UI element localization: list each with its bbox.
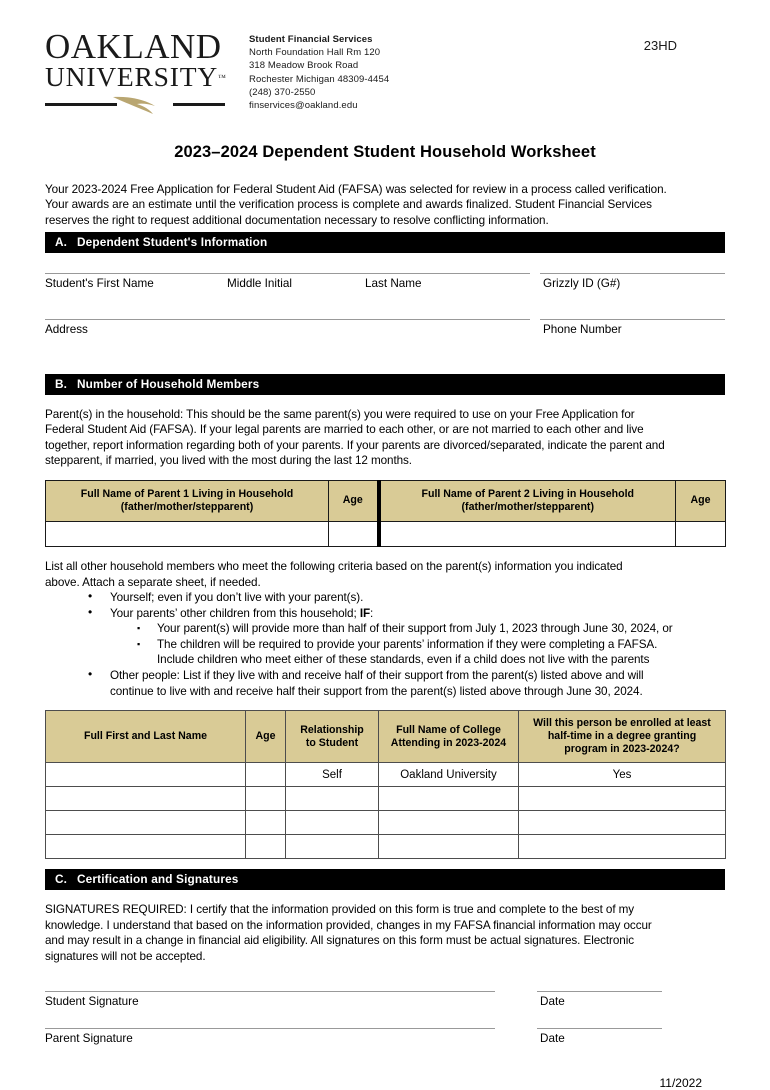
logo-swoosh-divider — [45, 94, 225, 114]
parent2-age-header: Age — [676, 480, 726, 521]
cell-college[interactable] — [379, 835, 519, 859]
cell-college[interactable] — [379, 811, 519, 835]
grizzly-id-rule[interactable] — [540, 273, 725, 274]
cell-age[interactable] — [246, 763, 286, 787]
student-name-field-row — [45, 273, 725, 319]
cell-age[interactable] — [246, 811, 286, 835]
parent-table-entry-row — [46, 521, 726, 546]
label-student-signature: Student Signature — [45, 994, 139, 1008]
household-criteria-list — [45, 590, 725, 699]
label-phone-number: Phone Number — [543, 322, 622, 336]
section-c-letter: C. — [55, 872, 68, 887]
parent1-age-cell[interactable] — [329, 521, 379, 546]
header-enrollment: Will this person be enrolled at least half-time in a degree granting program in 2023-2024? — [519, 711, 726, 763]
intro-line-2: Your awards are an estimate until the verification process is complete and awards finalized. Student Financial Services — [45, 198, 652, 212]
address-rule[interactable] — [45, 319, 530, 320]
certification-paragraph — [45, 902, 725, 964]
oakland-university-logo — [45, 28, 225, 114]
label-address: Address — [45, 322, 88, 336]
table-row — [46, 763, 726, 787]
address-line-2: 318 Meadow Brook Road — [249, 60, 359, 72]
header-age: Age — [246, 711, 286, 763]
label-parent-date: Date — [540, 1031, 565, 1045]
intro-paragraph — [45, 182, 725, 229]
parent1-age-header: Age — [329, 480, 379, 521]
criteria-sub-fafsa: ▪ The children will be required to provide your parents’ information if they were completing a FAFSA. Include children who meet either of these standards, even if a child does not live with the parents — [137, 637, 725, 668]
parent-signature-row — [45, 1028, 725, 1065]
email-address: finservices@oakland.edu — [249, 100, 358, 112]
parent-signature-rule[interactable] — [45, 1028, 495, 1029]
parent1-name-header: Full Name of Parent 1 Living in Household (father/mother/stepparent) — [46, 480, 329, 521]
cell-enrolled[interactable] — [519, 787, 726, 811]
criteria-sub-support: ▪ Your parent(s) will provide more than half of their support from July 1, 2023 through June 30, 2024, or — [137, 621, 725, 637]
header-relationship: Relationship to Student — [286, 711, 379, 763]
logo-university-text: UNIVERSITY™ — [45, 61, 226, 93]
criteria-intro-line-2: above. Attach a separate sheet, if needed. — [45, 575, 261, 589]
label-parent-signature: Parent Signature — [45, 1031, 133, 1045]
cell-enrolled[interactable]: Yes — [519, 763, 726, 787]
parent-table-header-row — [46, 480, 726, 521]
logo-oakland-text: OAKLAND — [45, 27, 222, 66]
section-header-c — [45, 869, 725, 890]
student-signature-row — [45, 991, 725, 1028]
parent-date-rule[interactable] — [537, 1028, 662, 1029]
section-a-letter: A. — [55, 234, 68, 249]
student-name-rule[interactable] — [45, 273, 530, 274]
parent-information-table — [45, 480, 726, 547]
criteria-bullet-other-children: • Your parents’ other children from this household; IF: ▪ Your parent(s) will provide more than half of their support from July 1, 2023 through June 30, 2024, or ▪ The children will be required to provide your parents’ information if they were completing a FAFSA. Include children who meet either of these standards, even if a child does not live with the parents — [88, 606, 725, 668]
cell-relationship[interactable] — [286, 835, 379, 859]
page-title: 2023–2024 Dependent Student Household Worksheet — [174, 142, 596, 161]
criteria-intro-line-1: List all other household members who meet the following criteria based on the parent(s) information you indicated — [45, 559, 623, 573]
certification-line-3: and may result in a change in financial aid eligibility. All signatures on this form must be actual signatures. Electronic — [45, 934, 634, 948]
section-a-title: Dependent Student's Information — [77, 234, 268, 249]
certification-line-4: signatures will not be accepted. — [45, 950, 206, 964]
label-middle-initial: Middle Initial — [227, 276, 292, 290]
table-row — [46, 787, 726, 811]
cell-age[interactable] — [246, 835, 286, 859]
parent2-age-cell[interactable] — [676, 521, 726, 546]
document-header — [45, 0, 725, 114]
header-college: Full Name of College Attending in 2023-2024 — [379, 711, 519, 763]
parent-paragraph-line-2: Federal Student Aid (FAFSA). If your legal parents are married to each other, or are not married to each other and live — [45, 423, 644, 437]
student-date-rule[interactable] — [537, 991, 662, 992]
department-contact-info — [249, 28, 389, 112]
cell-name[interactable] — [46, 811, 246, 835]
criteria-bullet-other-people: • Other people: List if they live with and receive half of their support from the parent(s) listed above and will continue to live with and receive half their support from the parent(s) listed above through June 30, 2024. — [88, 668, 725, 699]
household-members-table — [45, 710, 726, 859]
cell-age[interactable] — [246, 787, 286, 811]
address-line-1: North Foundation Hall Rm 120 — [249, 47, 381, 59]
student-signature-rule[interactable] — [45, 991, 495, 992]
cell-name[interactable] — [46, 763, 246, 787]
phone-rule[interactable] — [540, 319, 725, 320]
label-last-name: Last Name — [365, 276, 422, 290]
department-name: Student Financial Services — [249, 34, 373, 45]
parent-paragraph-line-3: together, report information regarding both of your parents. If your parents are divorced/separated, indicate the parent and — [45, 438, 665, 452]
header-full-name: Full First and Last Name — [46, 711, 246, 763]
parent1-name-cell[interactable] — [46, 521, 329, 546]
criteria-if-emphasis: IF — [359, 606, 371, 620]
criteria-sublist — [110, 621, 725, 668]
section-header-a — [45, 232, 725, 253]
logo-rule-left — [45, 103, 117, 106]
section-b-letter: B. — [55, 376, 68, 391]
form-code: 23HD — [643, 38, 677, 53]
label-first-name: Student's First Name — [45, 276, 154, 290]
logo-rule-right — [173, 103, 225, 106]
parent2-name-header: Full Name of Parent 2 Living in Household (father/mother/stepparent) — [379, 480, 676, 521]
section-header-b — [45, 374, 725, 395]
label-student-date: Date — [540, 994, 565, 1008]
cell-college[interactable]: Oakland University — [379, 763, 519, 787]
certification-line-1: SIGNATURES REQUIRED: I certify that the information provided on this form is true and complete to the best of my — [45, 903, 635, 917]
phone-number: (248) 370-2550 — [249, 86, 316, 98]
criteria-bullet-yourself: • Yourself; even if you don’t live with your parent(s). — [88, 590, 725, 606]
cell-relationship[interactable] — [286, 787, 379, 811]
trademark-symbol: ™ — [218, 73, 226, 83]
household-table-header-row — [46, 711, 726, 763]
cell-name[interactable] — [46, 787, 246, 811]
address-line-3: Rochester Michigan 48309-4454 — [249, 73, 390, 85]
section-b-title: Number of Household Members — [77, 376, 260, 391]
criteria-other-people-continued: continue to live with and receive half their support from the parent(s) listed above through June 30, 2024. — [110, 684, 643, 698]
parent-paragraph-line-4: stepparent, if married, you lived with the most during the last 12 months. — [45, 454, 412, 468]
grizzly-swoosh-icon — [111, 93, 169, 115]
address-field-row — [45, 319, 725, 365]
intro-line-1: Your 2023-2024 Free Application for Federal Student Aid (FAFSA) was selected for review in a process called verification. — [45, 182, 667, 196]
cell-enrolled[interactable] — [519, 835, 726, 859]
cell-relationship[interactable] — [286, 811, 379, 835]
criteria-sub-fafsa-continued: Include children who meet either of these standards, even if a child does not live with the parents — [157, 653, 650, 667]
certification-line-2: knowledge. I understand that based on the information provided, changes in my FAFSA financial information may occur — [45, 918, 652, 932]
parent-paragraph-line-1: Parent(s) in the household: This should be the same parent(s) you were required to use on your Free Application for — [45, 407, 635, 421]
parent2-name-cell[interactable] — [379, 521, 676, 546]
cell-name[interactable] — [46, 835, 246, 859]
revision-date: 11/2022 — [659, 1075, 702, 1090]
section-c-title: Certification and Signatures — [77, 872, 239, 887]
parent-household-paragraph — [45, 407, 725, 469]
table-row — [46, 835, 726, 859]
table-row — [46, 811, 726, 835]
cell-college[interactable] — [379, 787, 519, 811]
intro-line-3: reserves the right to request additional documentation necessary to resolve conflicting information. — [45, 213, 549, 227]
cell-relationship[interactable]: Self — [286, 763, 379, 787]
household-criteria-intro — [45, 559, 725, 590]
cell-enrolled[interactable] — [519, 811, 726, 835]
label-grizzly-id: Grizzly ID (G#) — [543, 276, 621, 290]
